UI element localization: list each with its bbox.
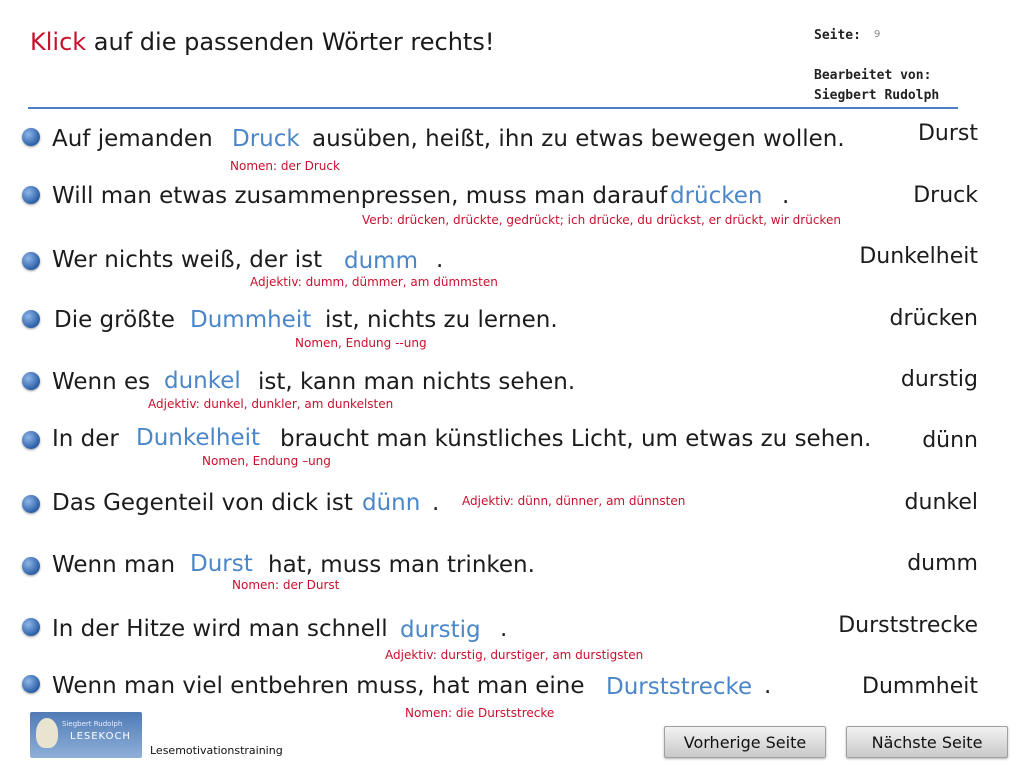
bullet-icon xyxy=(22,128,40,146)
header-divider xyxy=(28,107,958,109)
answer-8: Durst xyxy=(190,551,253,577)
logo-name: LESEKOCH xyxy=(70,731,131,742)
hint-5: Adjektiv: dunkel, dunkler, am dunkelsten xyxy=(148,397,394,411)
answer-7: dünn xyxy=(362,490,421,516)
sentence-10-end: . xyxy=(764,673,772,699)
page-title xyxy=(30,28,494,56)
answer-3: dumm xyxy=(344,248,418,274)
sentence-2-start: Will man etwas zusammenpressen, muss man darauf xyxy=(52,183,668,209)
bullet-icon xyxy=(22,675,40,693)
sentence-3-start: Wer nichts weiß, der ist xyxy=(52,247,323,273)
lesekoch-logo xyxy=(30,712,142,758)
author-name: Siegbert Rudolph xyxy=(814,88,940,103)
sentence-5-start: Wenn es xyxy=(52,369,151,395)
word-option-dunkel[interactable]: dunkel xyxy=(904,490,978,515)
sentence-4-end: ist, nichts zu lernen. xyxy=(325,307,558,333)
answer-5: dunkel xyxy=(164,368,241,394)
answer-2: drücken xyxy=(670,183,763,209)
sentence-8-end: hat, muss man trinken. xyxy=(268,552,535,578)
sentence-1-start: Auf jemanden xyxy=(52,126,213,152)
hint-6: Nomen, Endung –ung xyxy=(202,454,331,468)
hint-10: Nomen: die Durststrecke xyxy=(405,706,555,720)
bullet-icon xyxy=(22,372,40,390)
answer-10: Durststrecke xyxy=(606,674,753,700)
word-option-durst[interactable]: Durst xyxy=(917,121,978,146)
bullet-icon xyxy=(22,557,40,575)
page-label: Seite: xyxy=(814,28,861,43)
bullet-icon xyxy=(22,310,40,328)
sentence-3-end: . xyxy=(436,247,444,273)
bullet-icon xyxy=(22,186,40,204)
edited-label: Bearbeitet von: xyxy=(814,68,932,83)
bullet-icon xyxy=(22,252,40,270)
lightbulb-icon xyxy=(36,718,58,748)
hint-7: Adjektiv: dünn, dünner, am dünnsten xyxy=(462,494,686,508)
word-option-duenn[interactable]: dünn xyxy=(922,428,978,453)
hint-2: Verb: drücken, drückte, gedrückt; ich drücke, du drückst, er drückt, wir drücken xyxy=(362,213,841,227)
bullet-icon xyxy=(22,431,40,449)
word-option-durststrecke[interactable]: Durststrecke xyxy=(838,613,978,638)
sentence-4-start: Die größte xyxy=(54,307,175,333)
answer-1: Druck xyxy=(232,126,300,152)
sentence-6-end: braucht man künstliches Licht, um etwas zu sehen. xyxy=(280,426,872,452)
answer-9: durstig xyxy=(400,617,481,643)
word-option-dunkelheit[interactable]: Dunkelheit xyxy=(859,244,978,269)
sentence-9-start: In der Hitze wird man schnell xyxy=(52,616,388,642)
word-option-druck[interactable]: Druck xyxy=(913,183,978,208)
title-rest: auf die passenden Wörter rechts! xyxy=(86,28,495,56)
bullet-icon xyxy=(22,618,40,636)
hint-4: Nomen, Endung --ung xyxy=(295,336,427,350)
sentence-5-end: ist, kann man nichts sehen. xyxy=(258,369,576,395)
hint-3: Adjektiv: dumm, dümmer, am dümmsten xyxy=(250,275,498,289)
sentence-7-end: . xyxy=(432,490,440,516)
sentence-10-start: Wenn man viel entbehren muss, hat man eine xyxy=(52,673,585,699)
sentence-9-end: . xyxy=(500,616,508,642)
sentence-2-end: . xyxy=(782,183,790,209)
hint-1: Nomen: der Druck xyxy=(230,159,340,173)
page-number: 9 xyxy=(874,29,881,40)
sentence-6-start: In der xyxy=(52,426,119,452)
hint-9: Adjektiv: durstig, durstiger, am durstigsten xyxy=(385,648,644,662)
word-option-dumm[interactable]: dumm xyxy=(907,551,978,576)
word-option-durstig[interactable]: durstig xyxy=(900,367,978,392)
answer-6: Dunkelheit xyxy=(136,425,261,451)
previous-page-button[interactable]: Vorherige Seite xyxy=(664,726,826,758)
bullet-icon xyxy=(22,495,40,513)
sentence-1-end: ausüben, heißt, ihn zu etwas bewegen wollen. xyxy=(312,126,845,152)
logo-author: Siegbert Rudolph xyxy=(62,720,123,728)
hint-8: Nomen: der Durst xyxy=(232,578,340,592)
sentence-7-start: Das Gegenteil von dick ist xyxy=(52,490,353,516)
footer-caption: Lesemotivationstraining xyxy=(150,744,283,757)
answer-4: Dummheit xyxy=(190,307,312,333)
word-option-druecken[interactable]: drücken xyxy=(889,306,978,331)
next-page-button[interactable]: Nächste Seite xyxy=(846,726,1008,758)
word-option-dummheit[interactable]: Dummheit xyxy=(862,674,978,699)
title-highlight: Klick xyxy=(30,28,87,56)
sentence-8-start: Wenn man xyxy=(52,552,176,578)
